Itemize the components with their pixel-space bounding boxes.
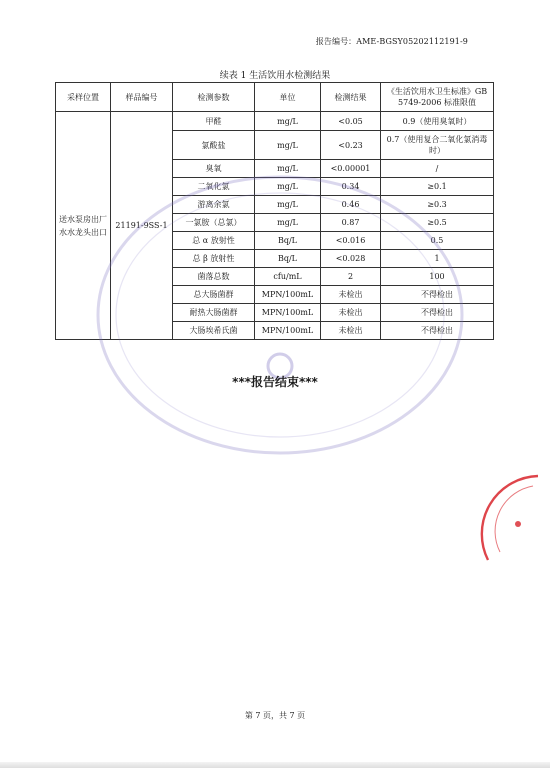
parameter-cell: 一氯胺（总氯） [173, 214, 255, 232]
parameter-cell: 臭氧 [173, 160, 255, 178]
limit-cell: ≥0.3 [381, 196, 494, 214]
result-cell: 0.87 [321, 214, 381, 232]
unit-cell: MPN/100mL [255, 304, 321, 322]
limit-cell: 不得检出 [381, 286, 494, 304]
report-end-mark: ***报告结束*** [232, 375, 318, 389]
result-cell: <0.016 [321, 232, 381, 250]
result-cell: <0.23 [321, 131, 381, 160]
unit-cell: mg/L [255, 112, 321, 131]
unit-cell: MPN/100mL [255, 322, 321, 340]
parameter-cell: 二氧化氯 [173, 178, 255, 196]
official-seal-stamp [478, 472, 546, 564]
limit-cell: 0.5 [381, 232, 494, 250]
result-cell: 0.34 [321, 178, 381, 196]
limit-cell: 0.9（使用臭氧时） [381, 112, 494, 131]
report-number: 报告编号：AME-BGSY05202112191-9 [315, 37, 468, 46]
unit-cell: mg/L [255, 196, 321, 214]
result-cell: 未检出 [321, 286, 381, 304]
header-location: 采样位置 [56, 83, 111, 112]
limit-cell: ≥0.1 [381, 178, 494, 196]
parameter-cell: 耐热大肠菌群 [173, 304, 255, 322]
result-cell: 2 [321, 268, 381, 286]
unit-cell: cfu/mL [255, 268, 321, 286]
parameter-cell: 菌落总数 [173, 268, 255, 286]
parameter-cell: 氯酸盐 [173, 131, 255, 160]
parameter-cell: 甲醛 [173, 112, 255, 131]
limit-cell: 不得检出 [381, 322, 494, 340]
parameter-cell: 总 β 放射性 [173, 250, 255, 268]
header-sample-id: 样品编号 [111, 83, 173, 112]
header-standard: 《生活饮用水卫生标准》GB 5749-2006 标准限值 [381, 83, 494, 112]
result-cell: <0.05 [321, 112, 381, 131]
sampling-location: 送水泵房出厂水水龙头出口 [56, 112, 111, 340]
results-table [55, 82, 494, 340]
unit-cell: mg/L [255, 178, 321, 196]
unit-cell: MPN/100mL [255, 286, 321, 304]
unit-cell: Bq/L [255, 232, 321, 250]
limit-cell: 不得检出 [381, 304, 494, 322]
table-row [56, 112, 494, 131]
result-cell: 未检出 [321, 322, 381, 340]
table-header-row [56, 83, 494, 112]
paper-edge [0, 762, 550, 768]
unit-cell: mg/L [255, 160, 321, 178]
result-cell: 0.46 [321, 196, 381, 214]
unit-cell: mg/L [255, 214, 321, 232]
header-unit: 单位 [255, 83, 321, 112]
limit-cell: 1 [381, 250, 494, 268]
unit-cell: mg/L [255, 131, 321, 160]
header-parameter: 检测参数 [173, 83, 255, 112]
page-number: 第 7 页，共 7 页 [244, 711, 306, 720]
parameter-cell: 总大肠菌群 [173, 286, 255, 304]
limit-cell: 0.7（使用复合二氧化氯消毒时） [381, 131, 494, 160]
result-cell: <0.028 [321, 250, 381, 268]
limit-cell: / [381, 160, 494, 178]
parameter-cell: 总 α 放射性 [173, 232, 255, 250]
result-cell: <0.00001 [321, 160, 381, 178]
sample-id: 21191-9SS-1 [111, 112, 173, 340]
limit-cell: ≥0.5 [381, 214, 494, 232]
unit-cell: Bq/L [255, 250, 321, 268]
result-cell: 未检出 [321, 304, 381, 322]
table-title: 续表 1 生活饮用水检测结果 [219, 71, 331, 81]
header-result: 检测结果 [321, 83, 381, 112]
parameter-cell: 游离余氯 [173, 196, 255, 214]
limit-cell: 100 [381, 268, 494, 286]
parameter-cell: 大肠埃希氏菌 [173, 322, 255, 340]
